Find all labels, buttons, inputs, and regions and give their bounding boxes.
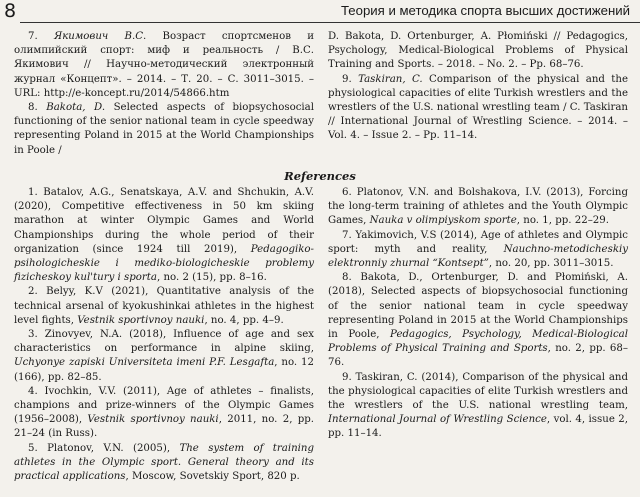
- list-item: 8. Bakota, D. Selected aspects of biopsychosocial functioning of the senior national team in cycle speedway representing Poland in 2015 at the World Championships in Poole /: [14, 102, 314, 156]
- reference-item: 5. Platonov, V.N. (2005), The system of training athletes in the Olympic sport. General theory and its practical applications, Moscow, Sovetskiy Sport, 820 p.: [14, 442, 314, 483]
- left-column-top: [14, 30, 314, 158]
- left-column-references: [14, 186, 314, 484]
- reference-item: 3. Zinovyev, N.A. (2018), Influence of age and sex characteristics on performance in alpine skiing, Uchyonye zapiski Universiteta imeni P.F. Lesgafta, no. 12 (166), pp. 82–85.: [14, 329, 314, 383]
- reference-item: 6. Platonov, V.N. and Bolshakova, I.V. (2013), Forcing the long-term training of athletes and the Youth Olympic Games, Nauka v olimpiyskom sporte, no. 1, pp. 22–29.: [328, 187, 628, 227]
- list-item: 7. Якимович В.С. Возраст спортсменов и олимпийский спорт: миф и реальность / В.С. Якимович // Научно-методический электронный журнал «Концепт». – 2014. – Т. 20. – С. 3011–3015. – URL: http://e-koncept.ru/2014/54866.htm: [14, 31, 314, 99]
- page-number: 8: [4, 0, 17, 22]
- reference-item: 2. Belyy, K.V (2021), Quantitative analysis of the technical arsenal of kyokushinkai athletes in the highest level fights, Vestnik sportivnoy nauki, no. 4, pp. 4–9.: [14, 286, 314, 326]
- references-heading: References: [284, 169, 356, 183]
- reference-item: 1. Batalov, A.G., Senatskaya, A.V. and Shchukin, A.V. (2020), Competitive effectiveness in 50 km skiing marathon at winter Olympic Games and World Championships during the whole period of their organization (since 1924 till 2019), Pedagogiko-psihologicheskie i mediko-biologicheskie problemy fizicheskoy kul'tury i sporta, no. 2 (15), pp. 8–16.: [14, 187, 314, 284]
- list-item-continued: D. Bakota, D. Ortenburger, A. Płomiński // Pedagogics, Psychology, Medical-Biological Problems of Physical Training and Sports. – 2018. – No. 2. – Pp. 68–76.: [328, 31, 628, 71]
- right-column-top: [328, 30, 628, 144]
- page-header: [0, 0, 640, 22]
- reference-item: 4. Ivochkin, V.V. (2011), Age of athletes – finalists, champions and prize-winners of the Olympic Games (1956–2008), Vestnik sportivnoy nauki, 2011, no. 2, pp. 21–24 (in Russ).: [14, 385, 314, 440]
- reference-item: 9. Taskiran, C. (2014), Comparison of the physical and the physiological capacities of elite Turkish wrestlers and the wrestlers of the U.S. national wrestling team, International Journal of Wrestling Science, vol. 4, issue 2, pp. 11–14.: [328, 371, 629, 440]
- reference-item: 7. Yakimovich, V.S (2014), Age of athletes and Olympic sport: myth and reality, Nauchno-metodicheskiy elektronniy zhurnal “Kontsept”, no. 20, pp. 3011–3015.: [328, 229, 628, 270]
- right-column-references: [328, 186, 628, 442]
- reference-item: 8. Bakota, D., Ortenburger, D. and Płomiński, A. (2018), Selected aspects of biopsychosocial functioning of the senior national team in cycle speedway representing Poland in 2015 at the World Championships in Poole, Pedagogics, Psychology, Medical-Biological Problems of Physical Training and Sports, no. 2, pp. 68–76.: [328, 272, 628, 369]
- header-rule: [20, 22, 640, 23]
- journal-title: Теория и методика спорта высших достижений: [340, 3, 630, 18]
- list-item: 9. Taskiran, C. Comparison of the physical and the physiological capacities of elite Turkish wrestlers and the wrestlers of the U.S. national wrestling team / C. Taskiran // International Journal of Wrestling Science. – 2014. – Vol. 4. – Issue 2. – Pp. 11–14.: [328, 73, 628, 142]
